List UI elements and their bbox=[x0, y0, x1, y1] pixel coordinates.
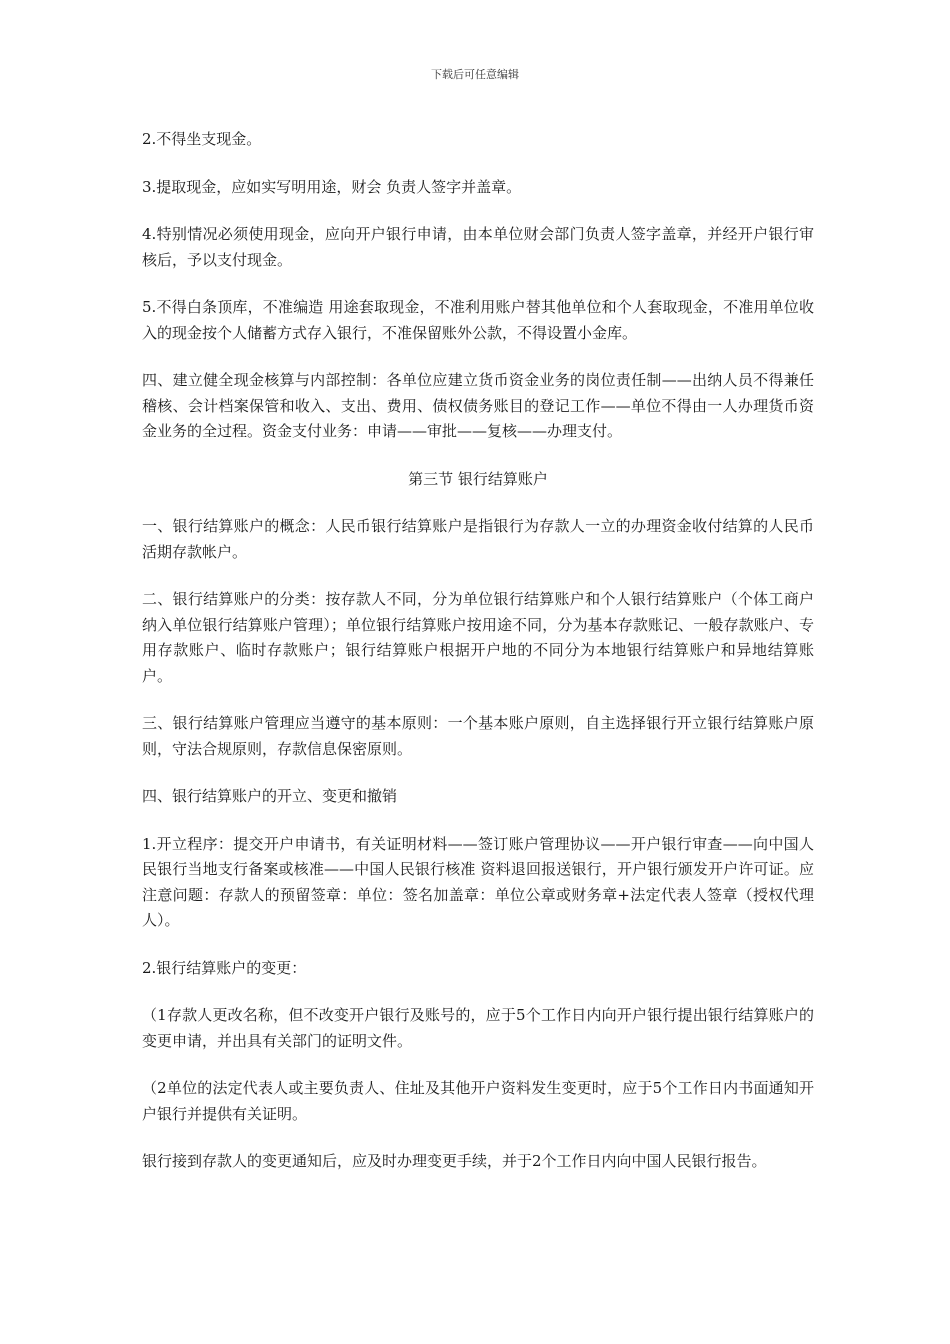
section-title: 第三节 银行结算账户 bbox=[408, 469, 548, 488]
paragraph-6: 一、银行结算账户的概念：人民币银行结算账户是指银行为存款人一立的办理资金收付结算的人民币活期存款帐户。 bbox=[142, 517, 814, 561]
paragraph-13: （2单位的法定代表人或主要负责人、住址及其他开户资料发生变更时，应于5个工作日内书面通知开户银行并提供有关证明。 bbox=[142, 1079, 814, 1123]
paragraph-2: 3.提取现金，应如实写明用途，财会 负责人签字并盖章。 bbox=[142, 177, 522, 196]
paragraph-14: 银行接到存款人的变更通知后，应及时办理变更手续，并于2个工作日内向中国人民银行报告。 bbox=[142, 1152, 767, 1170]
paragraph-4: 5.不得白条顶库，不准编造 用途套取现金，不准利用账户替其他单位和个人套取现金，不准用单位收入的现金按个人储蓄方式存入银行，不准保留账外公款，不得设置小金库。 bbox=[142, 298, 814, 342]
document-body bbox=[142, 127, 814, 1197]
paragraph-7: 二、银行结算账户的分类：按存款人不同，分为单位银行结算账户和个人银行结算账户（个体工商户纳入单位银行结算账户管理）；单位银行结算账户按用途不同，分为基本存款账记、一般存款账户、专用存款账户、临时存款账户；银行结算账户根据开户地的不同分为本地银行结算账户和异地结算账户。 bbox=[142, 590, 814, 685]
paragraph-12: （1存款人更改名称，但不改变开户银行及账号的，应于5个工作日内向开户银行提出银行结算账户的变更申请，并出具有关部门的证明文件。 bbox=[142, 1006, 814, 1050]
paragraph-3: 4.特别情况必须使用现金，应向开户银行申请，由本单位财会部门负责人签字盖章，并经开户银行审核后，予以支付现金。 bbox=[142, 225, 814, 269]
paragraph-11: 2.银行结算账户的变更： bbox=[142, 958, 307, 977]
paragraph-8: 三、银行结算账户管理应当遵守的基本原则：一个基本账户原则，自主选择银行开立银行结算账户原则，守法合规原则，存款信息保密原则。 bbox=[142, 714, 814, 758]
paragraph-9: 四、银行结算账户的开立、变更和撤销 bbox=[142, 787, 398, 805]
paragraph-10: 1.开立程序：提交开户申请书，有关证明材料——签订账户管理协议——开户银行审查——向中国人民银行当地支行备案或核准——中国人民银行核准 资料退回报送银行，开户银行颁发开户许可证。应注意问题：存款人的预留签章：单位：签名加盖章：单位公章或财务章+法定代表人签章（授权代理人）。 bbox=[142, 834, 814, 929]
page-header: 下载后可任意编辑 bbox=[431, 68, 519, 81]
paragraph-5: 四、建立健全现金核算与内部控制：各单位应建立货币资金业务的岗位责任制——出纳人员不得兼任稽核、会计档案保管和收入、支出、费用、债权债务账目的登记工作——单位不得由一人办理货币资金业务的全过程。资金支付业务：申请——审批——复核——办理支付。 bbox=[142, 371, 814, 440]
paragraph-1: 2.不得坐支现金。 bbox=[142, 130, 262, 148]
